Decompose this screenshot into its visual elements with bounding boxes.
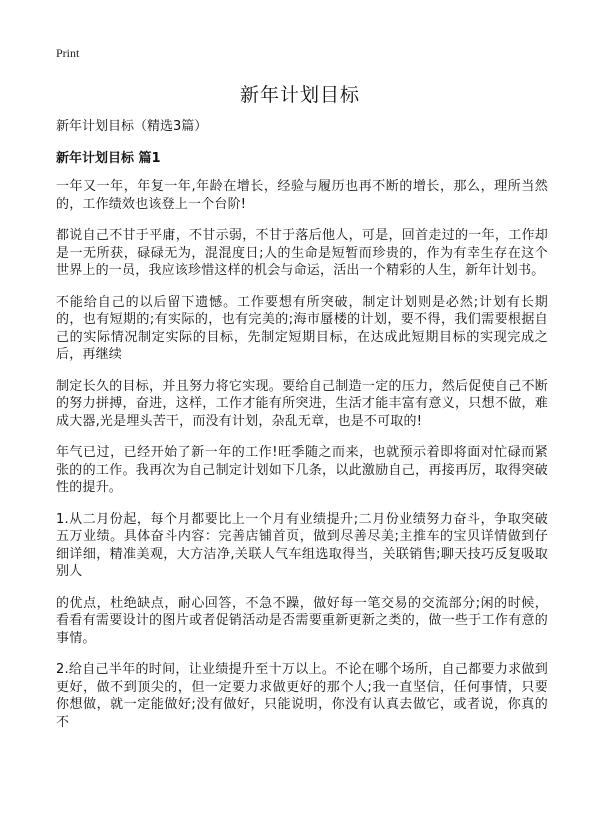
paragraph-5: 年气已过，已经开始了新一年的工作!旺季随之而来，也就预示着即将面对忙碌而紧张的的工作。我再次为自己制定计划如下几条，以此激励自己，再接再厉，取得突破性的提升。 — [56, 445, 548, 495]
paragraph-7: 的优点，杜绝缺点，耐心回答，不急不躁，做好每一笔交易的交流部分;闲的时候，看看有需要设计的图片或者促销活动是否需要重新更新之类的，做一些于工作有意的事情。 — [56, 595, 548, 646]
paragraph-2: 都说自己不甘于平庸，不甘示弱，不甘于落后他人，可是，回首走过的一年，工作却是一无所获，碌碌无为，混混度日;人的生命是短暂而珍贵的，作为有幸生存在这个世界上的一员，我应该珍惜这样的机会与命运，活出一个精彩的人生，新年计划书。 — [56, 228, 548, 278]
print-label: Print — [56, 46, 80, 60]
paragraph-3: 不能给自己的以后留下遗憾。工作要想有所突破，制定计划则是必然;计划有长期的，也有短期的;有实际的，也有完美的;海市蜃楼的计划，要不得，我们需要根据自己的实际情况制定实际的目标，先制定短期目标，在达成此短期目标的实现完成之后，再继续 — [56, 294, 548, 362]
document-title: 新年计划目标 — [239, 84, 360, 106]
document-subtitle: 新年计划目标（精选3篇） — [56, 119, 208, 134]
document-body — [56, 118, 548, 745]
paragraph-8: 2.给自己半年的时间，让业绩提升至十万以上。不论在哪个场所，自己都要力求做到更好，做不到顶尖的，但一定要力求做更好的那个人;我一直坚信，任何事情，只要你想做，就一定能做好;没有做好，只能说明，你没有认真去做它，或者说，你真的不 — [56, 662, 548, 730]
paragraph-6: 1.从二月份起，每个月都要比上一个月有业绩提升;二月份业绩努力奋斗，争取突破五万业绩。具体奋斗内容：完善店铺首页，做到尽善尽美;主推车的宝贝详情做到仔细详细，精准美观，大方洁净,关联人气车组选取得当，关联销售;聊天技巧反复吸取别人 — [56, 511, 548, 579]
paragraph-4: 制定长久的目标，并且努力将它实现。要给自己制造一定的压力，然后促使自己不断的努力拼搏，奋进，这样，工作才能有所突进，生活才能丰富有意义，只想不做，难成大器,光是埋头苦干，而没有计划，杂乱无章，也是不可取的! — [56, 378, 548, 429]
paragraph-1: 一年又一年，年复一年,年龄在增长，经验与履历也再不断的增长，那么，理所当然的，工作绩效也该登上一个台阶! — [56, 179, 548, 212]
section-heading: 新年计划目标 篇1 — [56, 151, 161, 166]
